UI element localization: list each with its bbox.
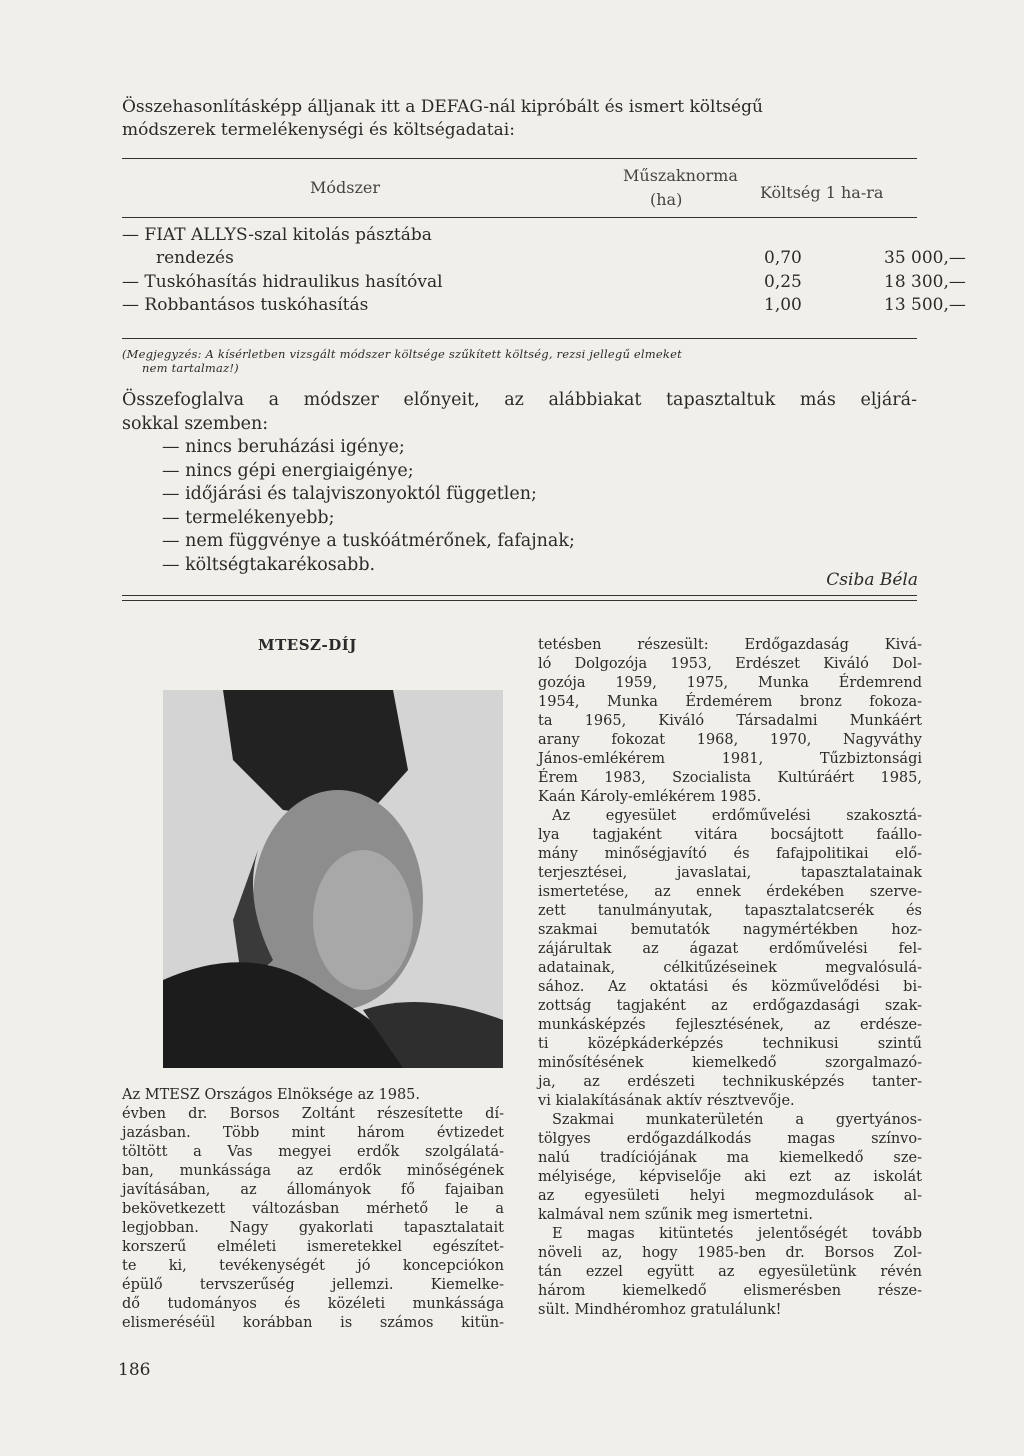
row-cost: 13 500,— (884, 295, 966, 315)
text-line: te ki, tevékenységét jó koncepciókon (122, 1258, 504, 1274)
text-line: javításában, az állományok fő fajaiban (122, 1182, 504, 1198)
text-line: sához. Az oktatási és közművelődési bi- (538, 979, 922, 995)
text-line: ló Dolgozója 1953, Erdészet Kiváló Dol- (538, 656, 922, 672)
text-line: ja, az erdészeti technikusképzés tanter- (538, 1074, 922, 1090)
author-signature: Csiba Béla (826, 570, 918, 590)
table-header-rule (122, 217, 917, 218)
summary-line: Összefoglalva a módszer előnyeit, az alábbiakat tapasztaltuk más eljárá- (122, 390, 917, 410)
text-line: kalmával nem szűnik meg ismertetni. (538, 1207, 813, 1223)
text-line: 1954, Munka Érdemérem bronz fokoza- (538, 694, 922, 710)
text-line: lya tagjaként vitára bocsájtott faállo- (538, 827, 922, 843)
text-line: gozója 1959, 1975, Munka Érdemrend (538, 675, 922, 691)
row-method: — Tuskóhasítás hidraulikus hasítóval (122, 272, 443, 292)
text-line: tán ezzel együtt az egyesületünk révén (538, 1264, 922, 1280)
text-line: zett tanulmányutak, tapasztalatcserék és (538, 903, 922, 919)
text-line: elismeréséül korábban is számos kitün- (122, 1315, 504, 1331)
summary-line: sokkal szemben: (122, 413, 269, 434)
table-bottom-rule (122, 338, 917, 339)
text-line: ban, munkássága az erdők minőségének (122, 1163, 504, 1179)
header-norm-unit: (ha) (650, 190, 683, 209)
text-line: dő tudományos és közéleti munkássága (122, 1296, 504, 1312)
table-note (122, 347, 922, 375)
section-separator-rule (122, 595, 917, 596)
section-separator-rule (122, 600, 917, 601)
text-line: tölgyes erdőgazdálkodás magas színvo- (538, 1131, 922, 1147)
text-line: Az egyesület erdőművelési szakosztá- (552, 808, 922, 824)
text-line: évben dr. Borsos Zoltánt részesítette dí- (122, 1106, 504, 1122)
header-method: Módszer (310, 178, 381, 197)
text-line: épülő tervszerűség jellemzi. Kiemelke- (122, 1277, 504, 1293)
text-line: nalú tradíciójának ma kiemelkedő sze- (538, 1150, 922, 1166)
text-line: vi kialakításának aktív résztvevője. (538, 1093, 795, 1109)
summary-bullet: — nincs beruházási igénye; (162, 437, 405, 457)
text-line: növeli az, hogy 1985-ben dr. Borsos Zol- (538, 1245, 922, 1261)
note-line: nem tartalmaz!) (142, 361, 239, 375)
summary-section (122, 389, 917, 577)
text-line: sült. Mindhéromhoz gratulálunk! (538, 1302, 782, 1318)
row-method: rendezés (156, 248, 234, 268)
text-line: Az MTESZ Országos Elnöksége az 1985. (122, 1087, 421, 1103)
text-line: ta 1965, Kiváló Társadalmi Munkáért (538, 713, 922, 729)
header-norm: Műszaknorma (623, 166, 738, 185)
text-line: bekövetkezett változásban mérhető le a (122, 1201, 504, 1217)
text-line: Kaán Károly-emlékérem 1985. (538, 789, 762, 805)
row-method: — Robbantásos tuskóhasítás (122, 295, 369, 315)
summary-bullet: — nincs gépi energiaigénye; (162, 460, 414, 481)
text-line: ismertetése, az ennek érdekében szerve- (538, 884, 922, 900)
left-column-text (122, 1086, 504, 1333)
text-line: az egyesületi helyi megmozdulások al- (538, 1188, 922, 1204)
award-title: MTESZ-DÍJ (258, 636, 357, 654)
text-line: terjesztései, javaslatai, tapasztalatainak (538, 865, 922, 881)
text-line: E magas kitüntetés jelentőségét tovább (552, 1226, 922, 1242)
summary-bullet: — nem függvénye a tuskóátmérőnek, fafajnak; (162, 531, 575, 551)
row-cost: 18 300,— (884, 272, 966, 292)
text-line: adatainak, célkitűzéseinek megvalósulá- (538, 960, 922, 976)
header-cost: Költség 1 ha-ra (760, 183, 884, 202)
text-line: ti középkáderképzés technikusi szintű (538, 1036, 922, 1052)
text-line: mélyisége, képviselője aki ezt az iskolát (538, 1169, 922, 1185)
text-line: korszerű elméleti ismeretekkel egészítet- (122, 1239, 504, 1255)
table-top-rule (122, 158, 917, 159)
text-line: munkásképzés fejlesztésének, az erdésze- (538, 1017, 922, 1033)
summary-bullet: — időjárási és talajviszonyoktól független; (162, 484, 537, 504)
text-line: zottság tagjaként az erdőgazdasági szak- (538, 998, 922, 1014)
summary-bullet: — költségtakarékosabb. (162, 554, 376, 575)
row-norm: 1,00 (764, 295, 802, 315)
text-line: Érem 1983, Szocialista Kultúráért 1985, (538, 770, 922, 786)
text-line: János-emlékérem 1981, Tűzbiztonsági (538, 751, 922, 767)
text-line: tetésben részesült: Erdőgazdaság Kivá- (538, 637, 922, 653)
text-line: arany fokozat 1968, 1970, Nagyváthy (538, 732, 922, 748)
intro-line: módszerek termelékenységi és költségadatai: (122, 120, 515, 140)
right-column-text (538, 636, 922, 1320)
text-line: mány minőségjavító és fafajpolitikai elő- (538, 846, 922, 862)
text-line: zájárultak az ágazat erdőművelési fel- (538, 941, 922, 957)
text-line: három kiemelkedő elismerésben része- (538, 1283, 922, 1299)
portrait-photo (163, 690, 503, 1068)
row-norm: 0,70 (764, 248, 802, 268)
row-norm: 0,25 (764, 272, 802, 292)
portrait-illustration (163, 690, 503, 1068)
intro-paragraph (122, 96, 922, 142)
text-line: minősítésének kiemelkedő szorgalmazó- (538, 1055, 922, 1071)
intro-line: Összehasonlításképp álljanak itt a DEFAG-nál kipróbált és ismert költségű (122, 97, 763, 117)
text-line: Szakmai munkaterületén a gyertyános- (552, 1112, 922, 1128)
text-line: legjobban. Nagy gyakorlati tapasztalatait (122, 1220, 504, 1236)
text-line: szakmai bemutatók nagymértékben hoz- (538, 922, 922, 938)
text-line: jazásban. Több mint három évtizedet (122, 1125, 504, 1141)
row-cost: 35 000,— (884, 248, 966, 268)
note-line: (Megjegyzés: A kísérletben vizsgált módszer költsége szűkített költség, rezsi jellegű elmeket (122, 347, 682, 361)
summary-bullet: — termelékenyebb; (162, 507, 335, 528)
row-method: — FIAT ALLYS-szal kitolás pásztába (122, 225, 432, 245)
text-line: töltött a Vas megyei erdők szolgálatá- (122, 1144, 504, 1160)
page-number: 186 (118, 1360, 151, 1380)
